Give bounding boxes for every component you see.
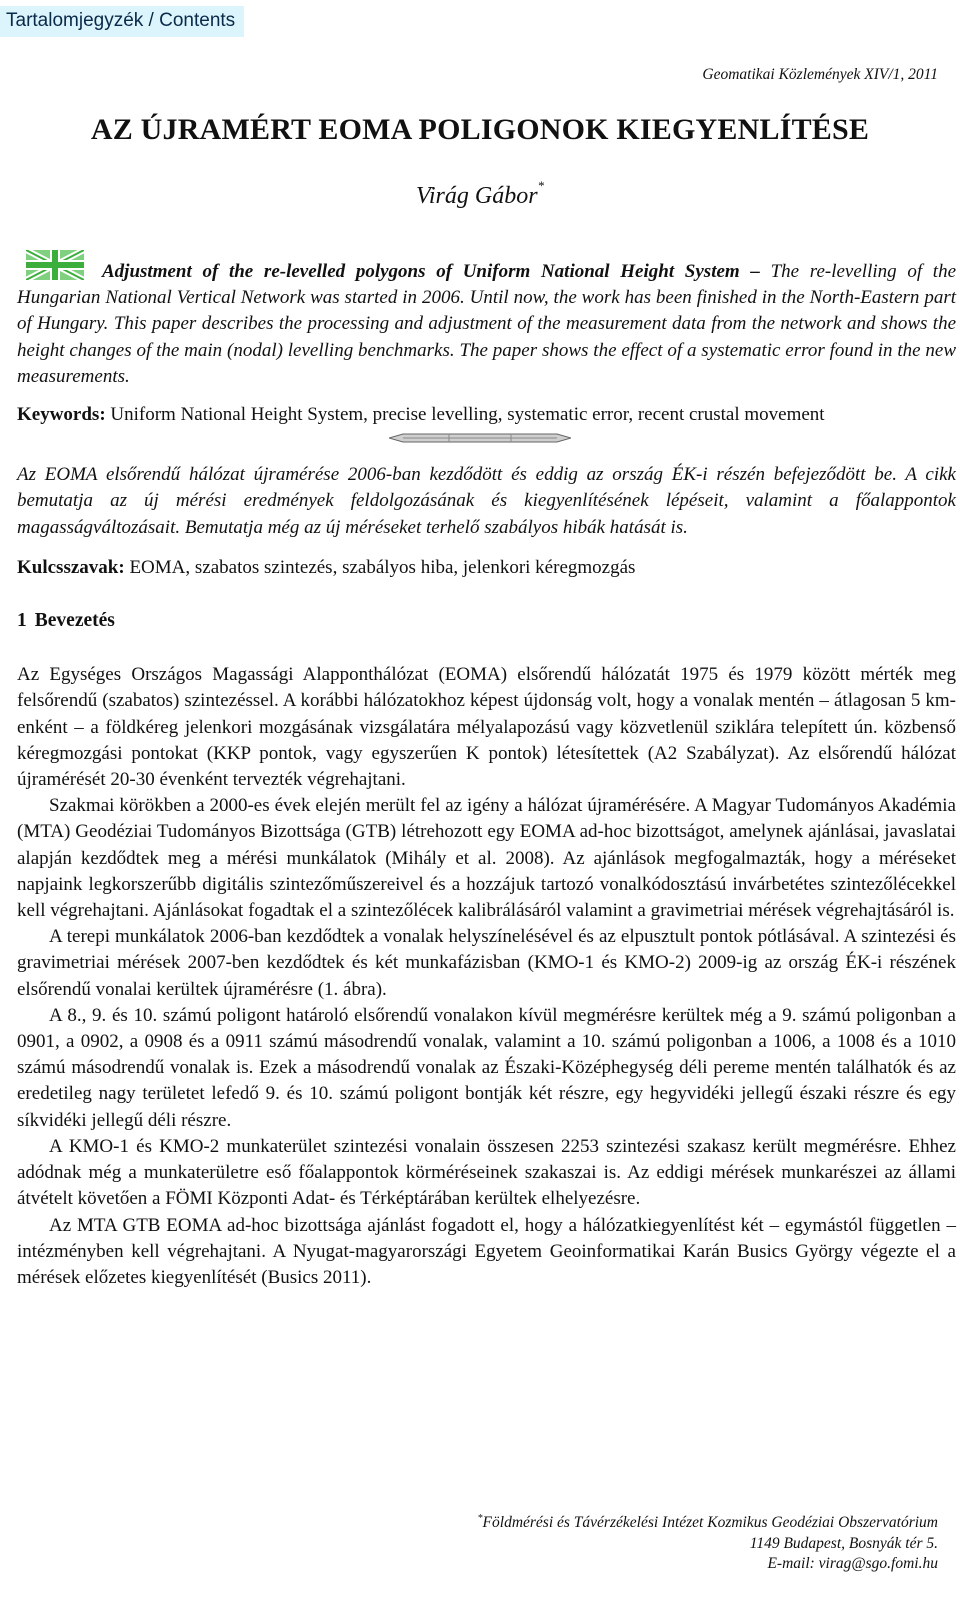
kulcsszavak-text: EOMA, szabatos szintezés, szabályos hiba, jelenkori kéregmozgás bbox=[124, 556, 636, 578]
footnote-email: E-mail: virag@sgo.fomi.hu bbox=[767, 1555, 938, 1573]
footnote-mark: * bbox=[477, 1513, 483, 1524]
paper-body bbox=[17, 250, 956, 1291]
author-name: Virág Gábor bbox=[415, 183, 538, 209]
author-footnote bbox=[478, 1509, 938, 1575]
footnote-institute: *Földmérési és Távérzékelési Intézet Kozmikus Geodéziai Obszervatórium bbox=[477, 1513, 938, 1532]
body-paragraph: A 8., 9. és 10. számú poligont határoló elsőrendű vonalakon kívül megmérésre kerültek még a 9. számú poligonban a 0901, a 0902, a 0908 és a 0911 számú másodrendű vonalak, valamint a 10. számú poligonban a 1006, a 1008 és a 1010 számú másodrendű vonalak is. Ezek a másodrendű vonalak az Északi-Középhegység déli pereme mentén találhatók és az eredetileg nagy területet lefedő 9. és 10. számú poligont bontják két részre, egy hegyvidéki jellegű északi részre és egy síkvidéki jellegű déli részre. bbox=[17, 1004, 956, 1131]
body-paragraph: A KMO-1 és KMO-2 munkaterület szintezési vonalain összesen 2253 szintezési szakasz került megmérésre. Ehhez adódnak még a munkaterületre eső főalappontok körméréseinek szakaszai is. Az eddigi mérések munkarészei az állami átvételt követően a FÖMI Központi Adat- és Térképtárában kerültek elhelyezésre. bbox=[17, 1135, 956, 1210]
uk-flag-icon bbox=[26, 250, 84, 280]
keywords-english bbox=[17, 402, 956, 428]
abstract-english-title: Adjustment of the re-levelled polygons of Uniform National Height System – bbox=[102, 261, 760, 282]
abstract-english bbox=[17, 250, 956, 390]
section-number: 1 bbox=[17, 610, 27, 632]
keywords-label: Keywords: bbox=[17, 404, 106, 426]
abstract-english-text: The re-levelling of the Hungarian National Vertical Network was started in 2006. Until now, the work has been finished in the North-Eastern part of Hungary. This paper describes the processing and adjustment of the measurement data from the network and shows the height changes of the main (nodal) levelling benchmarks. The paper shows the effect of a systematic error found in the new measurements. bbox=[17, 261, 956, 387]
keywords-text: Uniform National Height System, precise levelling, systematic error, recent crustal movement bbox=[105, 404, 825, 426]
footnote-address: 1149 Budapest, Bosnyák tér 5. bbox=[749, 1534, 938, 1552]
section-title: Bevezetés bbox=[34, 610, 115, 632]
keywords-hungarian bbox=[17, 555, 956, 581]
kulcsszavak-label: Kulcsszavak: bbox=[17, 556, 125, 578]
author-footnote-mark: * bbox=[537, 178, 545, 193]
journal-reference: Geomatikai Közlemények XIV/1, 2011 bbox=[702, 66, 938, 83]
contents-link[interactable]: Tartalomjegyzék / Contents bbox=[0, 6, 244, 37]
paper-title: AZ ÚJRAMÉRT EOMA POLIGONOK KIEGYENLÍTÉSE bbox=[90, 113, 870, 146]
body-paragraph: Az MTA GTB EOMA ad-hoc bizottsága ajánlást fogadott el, hogy a hálózatkiegyenlítést két – egymástól független – intézményben kell végrehajtani. A Nyugat-magyarországi Egyetem Geoinformatikai Karán Busics György végezte el a mérések előzetes kiegyenlítését (Busics 2011). bbox=[17, 1214, 956, 1288]
author bbox=[0, 178, 960, 210]
section-heading bbox=[17, 608, 956, 634]
abstract-hungarian: Az EOMA elsőrendű hálózat újramérése 2006-ban kezdődött és eddig az ország ÉK-i részén befejeződött be. A cikk bemutatja az új mérési eredmények feldolgozásának és kiegyenlítésének lépéseit, valamint a főalappontok magasságváltozásait. Bemutatja még az új méréseket terhelő szabályos hibák hatását is. bbox=[17, 464, 956, 538]
body-paragraph: Az Egységes Országos Magassági Alapponthálózat (EOMA) elsőrendű hálózatát 1975 és 1979 között mérték meg felsőrendű (szabatos) szintezéssel. A korábbi hálózatokhoz képest újdonság volt, hogy a vonalak mentén – átlagosan 5 km-enként – a földkéreg jelenkori mozgásának vizsgálatára mélyalapozású vagy közvetlenül sziklára telepített ún. közbenső kéregmozgási pontokat (KKP pontok, vagy egyszerűen K pontok) létesítettek (A2 Szabályzat). Az elsőrendű hálózat újramérését 20-30 évenként tervezték végrehajtani. bbox=[17, 664, 956, 791]
body-paragraph: Szakmai körökben a 2000-es évek elején merült fel az igény a hálózat újramérésére. A Magyar Tudományos Akadémia (MTA) Geodéziai Tudományos Bizottsága (GTB) létrehozott egy EOMA ad-hoc bizottságot, amelynek ajánlásai, javaslatai alapján kezdődtek meg a mérési munkálatok (Mihály et al. 2008). Az ajánlások megfogalmazták, hogy a méréseket napjaink legkorszerűbb digitális szintezőműszereivel és a hozzájuk tartozó vonalkódosztású invárbetétes szintezőlécekkel kell végrehajtani. Ajánlásokat fogadtak el a szintezőlécek kalibrálásáról valamint a gravimetriai mérések végrehajtásáról is. bbox=[17, 795, 956, 922]
body-paragraph: A terepi munkálatok 2006-ban kezdődtek a vonalak helyszínelésével és az elpusztult pontok pótlásával. A szintezési és gravimetriai mérések 2007-ben kezdődtek és két munkafázisban (KMO-1 és KMO-2) 2009-ig az ország ÉK-i részének elsőrendű vonalai kerültek újramérésre (1. ábra). bbox=[17, 926, 956, 1000]
section-divider bbox=[17, 428, 956, 462]
